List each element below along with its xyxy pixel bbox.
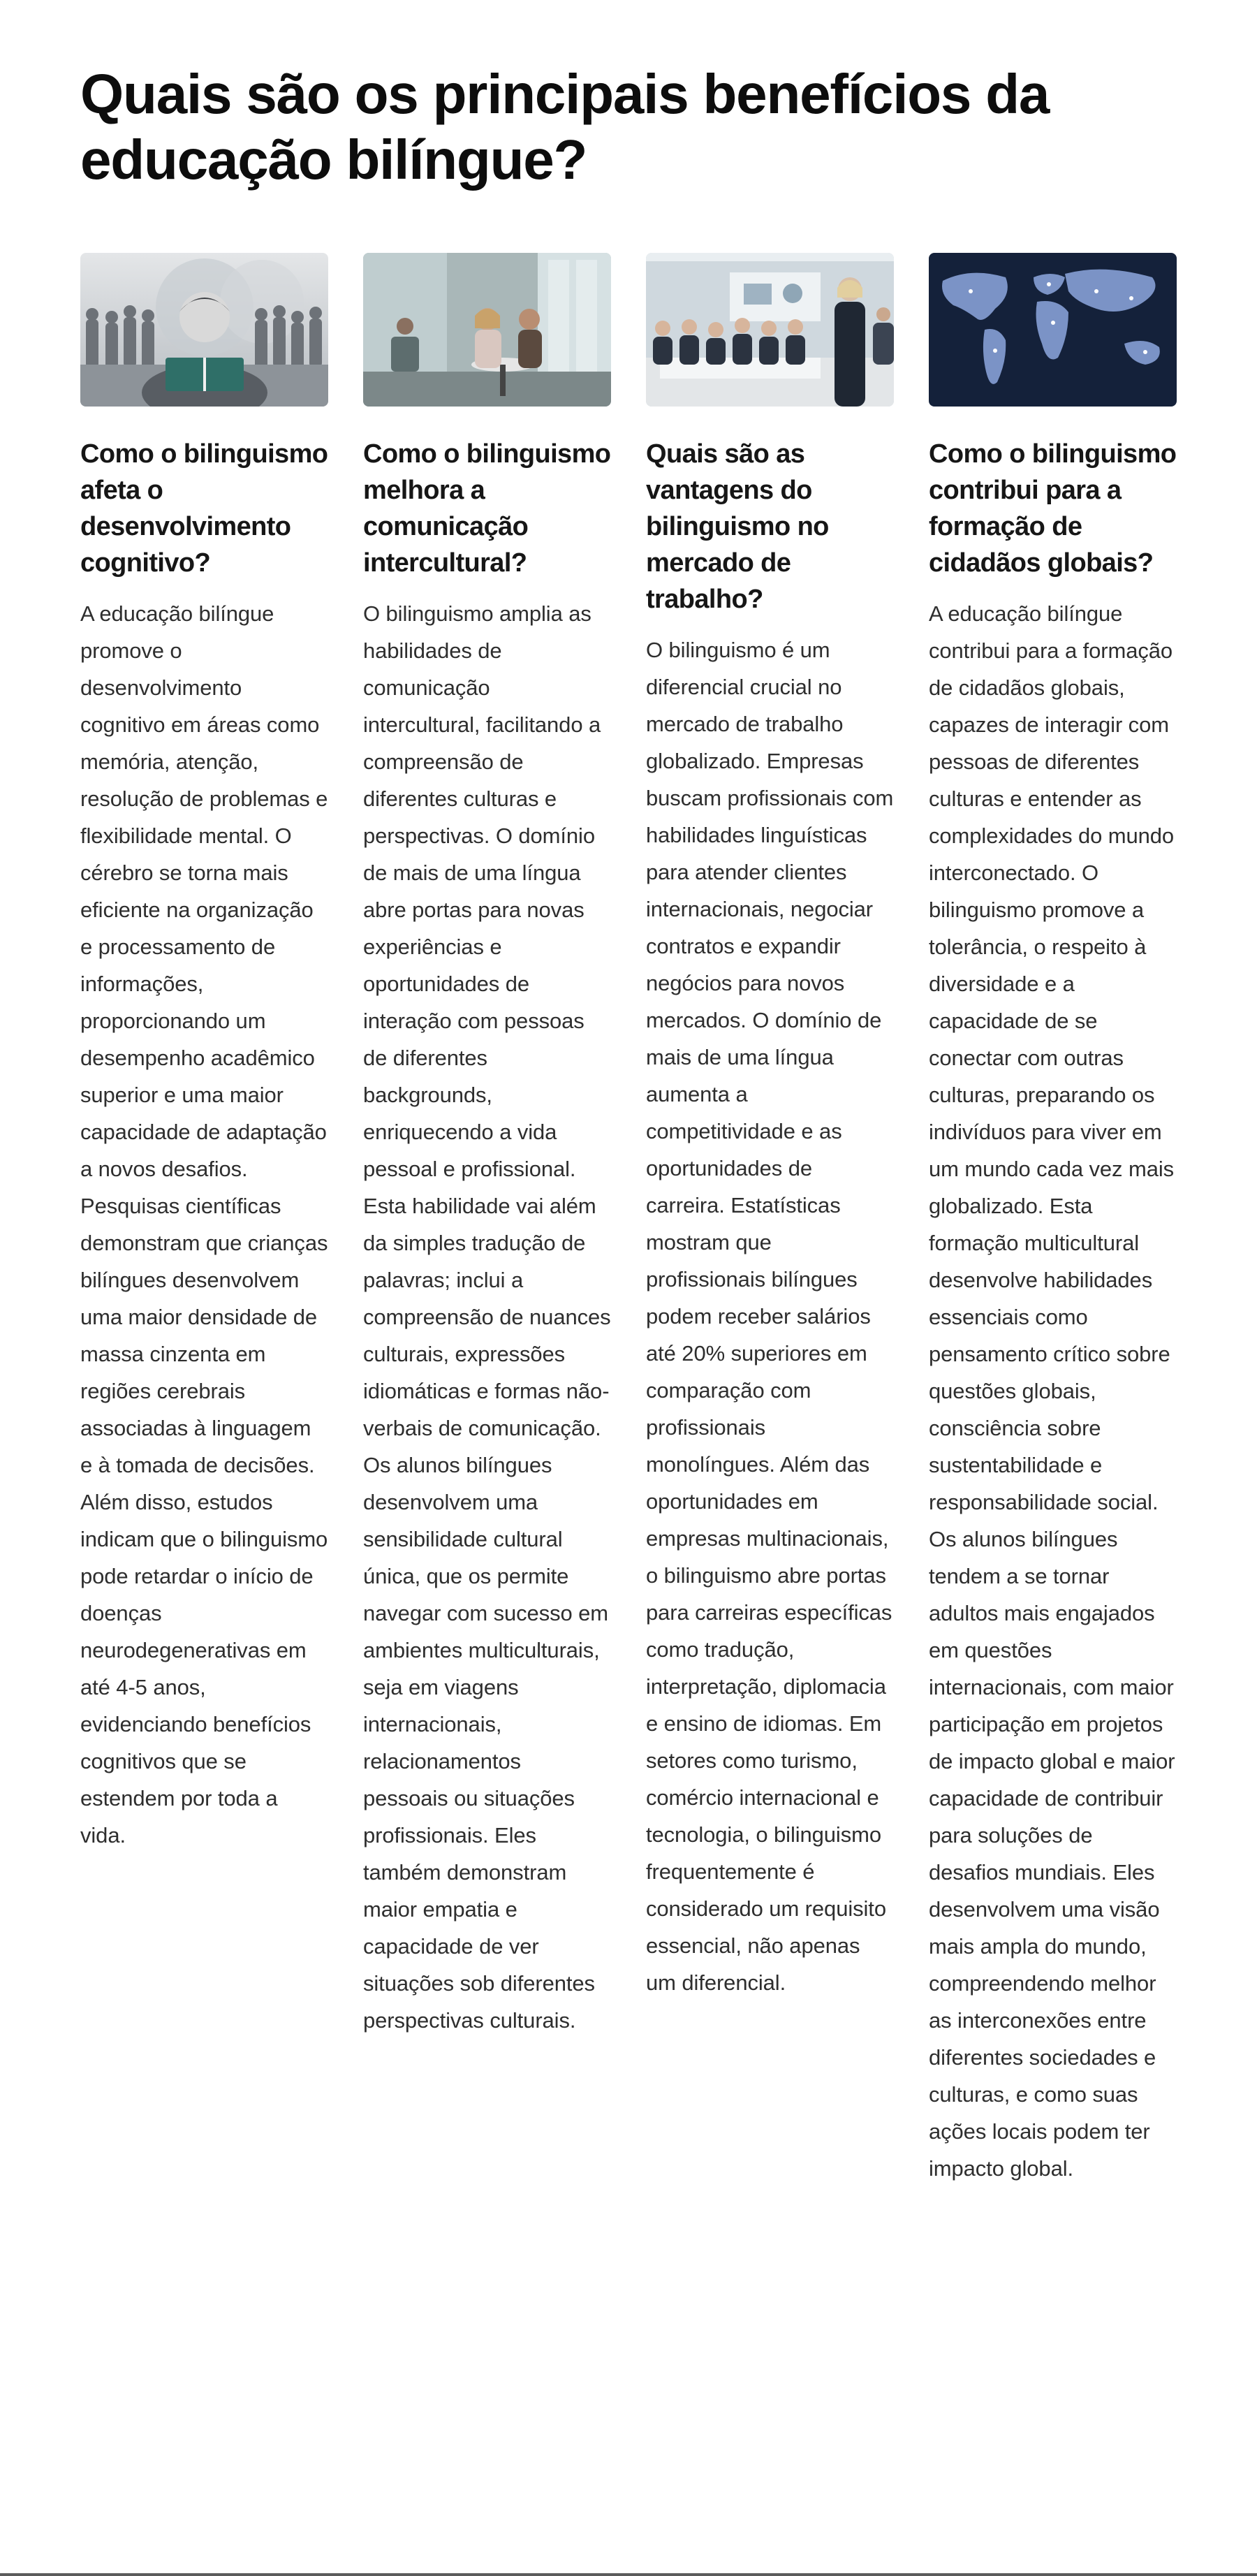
benefit-text-global-citizens: A educação bilíngue contribui para a formação de cidadãos globais, capazes de interagir com pessoas de diferentes culturas e entender as complexidades do mundo interconectado. O bilinguismo promove a tolerância, o respeito à diversidade e a capacidade de se conectar com outras culturas, preparando os indivíduos para viver em um mundo cada vez mais globalizado. Esta formação multicultural desenvolve habilidades essenciais como pensamento crítico sobre questões globais, consciência sobre sustentabilidade e responsabilidade social. Os alunos bilíngues tendem a se tornar adultos mais engajados em questões internacionais, com maior participação em projetos de impacto global e maior capacidade de contribuir para soluções de desafios mundiais. Eles desenvolvem uma visão mais ampla do mundo, compreendendo melhor as interconexões entre diferentes sociedades e culturas, e como suas ações locais podem ter impacto global. [929, 601, 1175, 2181]
benefit-image-global-citizens [929, 253, 1177, 407]
benefit-card-job-market [646, 253, 894, 2001]
benefit-text-intercultural: O bilinguismo amplia as habilidades de comunicação intercultural, facilitando a compreensão de diferentes culturas e perspectivas. O domínio de mais de uma língua abre portas para novas experiências e oportunidades de interação com pessoas de diferentes backgrounds, enriquecendo a vida pessoal e profissional. Esta habilidade vai além da simples tradução de palavras; inclui a compreensão de nuances culturais, expressões idiomáticas e formas não-verbais de comunicação. Os alunos bilíngues desenvolvem uma sensibilidade cultural única, que os permite navegar com sucesso em ambientes multiculturais, seja em viagens internacionais, relacionamentos pessoais ou situações profissionais. Eles também demonstram maior empatia e capacidade de ver situações sob diferentes perspectivas culturais. [363, 601, 611, 2033]
bottom-divider [0, 2573, 1257, 2576]
benefit-text-cognitive: A educação bilíngue promove o desenvolvimento cognitivo em áreas como memória, atenção, resolução de problemas e flexibilidade mental. O cérebro se torna mais eficiente na organização e processamento de informações, proporcionando um desempenho acadêmico superior e uma maior capacidade de adaptação a novos desafios. Pesquisas científicas demonstram que crianças bilíngues desenvolvem uma maior densidade de massa cinzenta em regiões cerebrais associadas à linguagem e à tomada de decisões. Além disso, estudos indicam que o bilinguismo pode retardar o início de doenças neurodegenerativas em até 4-5 anos, evidenciando benefícios cognitivos que se estendem por toda a vida. [80, 601, 328, 1847]
benefit-text-job-market: O bilinguismo é um diferencial crucial no mercado de trabalho globalizado. Empresas buscam profissionais com habilidades linguísticas para atender clientes internacionais, negociar contratos e expandir negócios para novos mercados. O domínio de mais de uma língua aumenta a competitividade e as oportunidades de carreira. Estatísticas mostram que profissionais bilíngues podem receber salários até 20% superiores em comparação com profissionais monolíngues. Além das oportunidades em empresas multinacionais, o bilinguismo abre portas para carreiras específicas como tradução, interpretação, diplomacia e ensino de idiomas. Em setores como turismo, comércio internacional e tecnologia, o bilinguismo frequentemente é considerado um requisito essencial, não apenas um diferencial. [646, 638, 894, 1995]
benefit-image-job-market [646, 253, 894, 407]
benefit-title-intercultural: Como o bilinguismo melhora a comunicação intercultural? [363, 439, 611, 578]
benefit-title-cognitive: Como o bilinguismo afeta o desenvolvimento cognitivo? [80, 439, 328, 578]
benefit-title-job-market: Quais são as vantagens do bilinguismo no mercado de trabalho? [646, 439, 829, 614]
benefit-image-cognitive [80, 253, 328, 407]
benefit-card-global-citizens [929, 253, 1177, 2187]
page-title: Quais são os principais benefícios da educação bilíngue? [80, 63, 1050, 191]
benefit-card-intercultural [363, 253, 611, 2039]
benefit-card-cognitive [80, 253, 328, 1854]
benefit-title-global-citizens: Como o bilinguismo contribui para a formação de cidadãos globais? [929, 439, 1177, 578]
benefit-image-intercultural [363, 253, 611, 407]
